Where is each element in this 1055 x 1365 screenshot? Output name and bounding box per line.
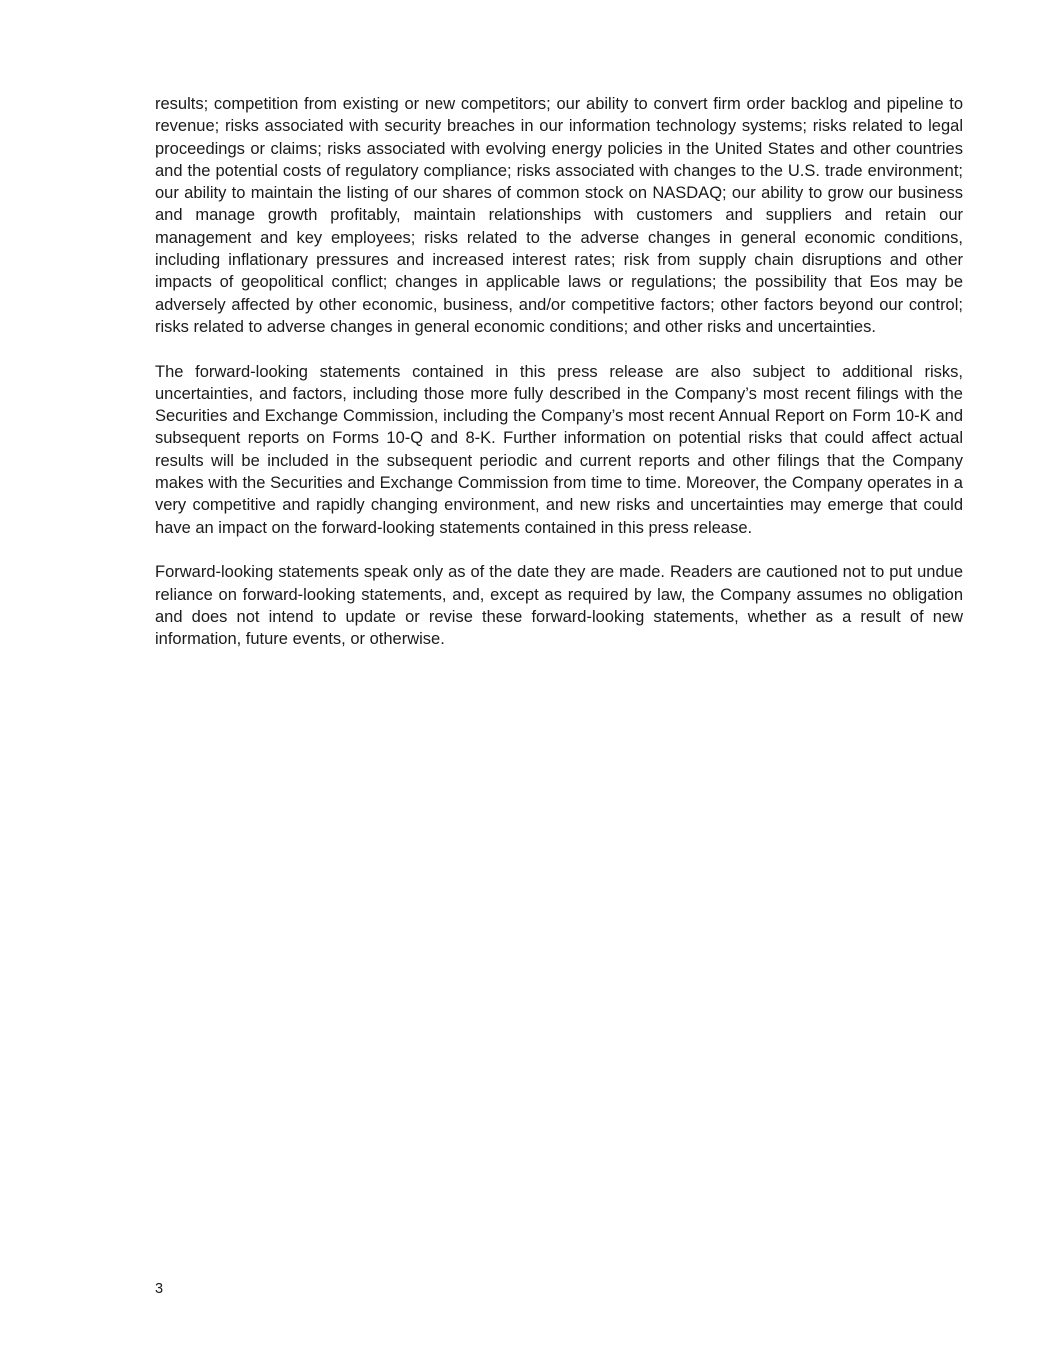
page-number: 3	[155, 1281, 164, 1297]
paragraph-risk-factors: results; competition from existing or new competitors; our ability to convert firm order backlog and pipeline to revenue; risks associated with security breaches in our information technology systems; risks related to legal proceedings or claims; risks associated with evolving energy policies in the United States and other countries and the potential costs of regulatory compliance; risks associated with changes to the U.S. trade environment; our ability to maintain the listing of our shares of common stock on NASDAQ; our ability to grow our business and manage growth profitably, maintain relationships with customers and suppliers and retain our management and key employees; risks related to the adverse changes in general economic conditions, including inflationary pressures and increased interest rates; risk from supply chain disruptions and other impacts of geopolitical conflict; changes in applicable laws or regulations; the possibility that Eos may be adversely affected by other economic, business, and/or competitive factors; other factors beyond our control; risks related to adverse changes in general economic conditions; and other risks and uncertainties.	[155, 95, 963, 336]
paragraph-forward-looking-disclaimer: Forward-looking statements speak only as of the date they are made. Readers are cautioned not to put undue reliance on forward-looking statements, and, except as required by law, the Company assumes no obligation and does not intend to update or revise these forward-looking statements, whether as a result of new information, future events, or otherwise.	[155, 563, 963, 649]
paragraph-additional-risks: The forward-looking statements contained in this press release are also subject to additional risks, uncertainties, and factors, including those more fully described in the Company’s most recent filings with the Securities and Exchange Commission, including the Company’s most recent Annual Report on Form 10-K and subsequent reports on Forms 10-Q and 8-K. Further information on potential risks that could affect actual results will be included in the subsequent periodic and current reports and other filings that the Company makes with the Securities and Exchange Commission from time to time. Moreover, the Company operates in a very competitive and rapidly changing environment, and new risks and uncertainties may emerge that could have an impact on the forward-looking statements contained in this press release.	[155, 362, 963, 537]
body-text	[155, 93, 963, 650]
